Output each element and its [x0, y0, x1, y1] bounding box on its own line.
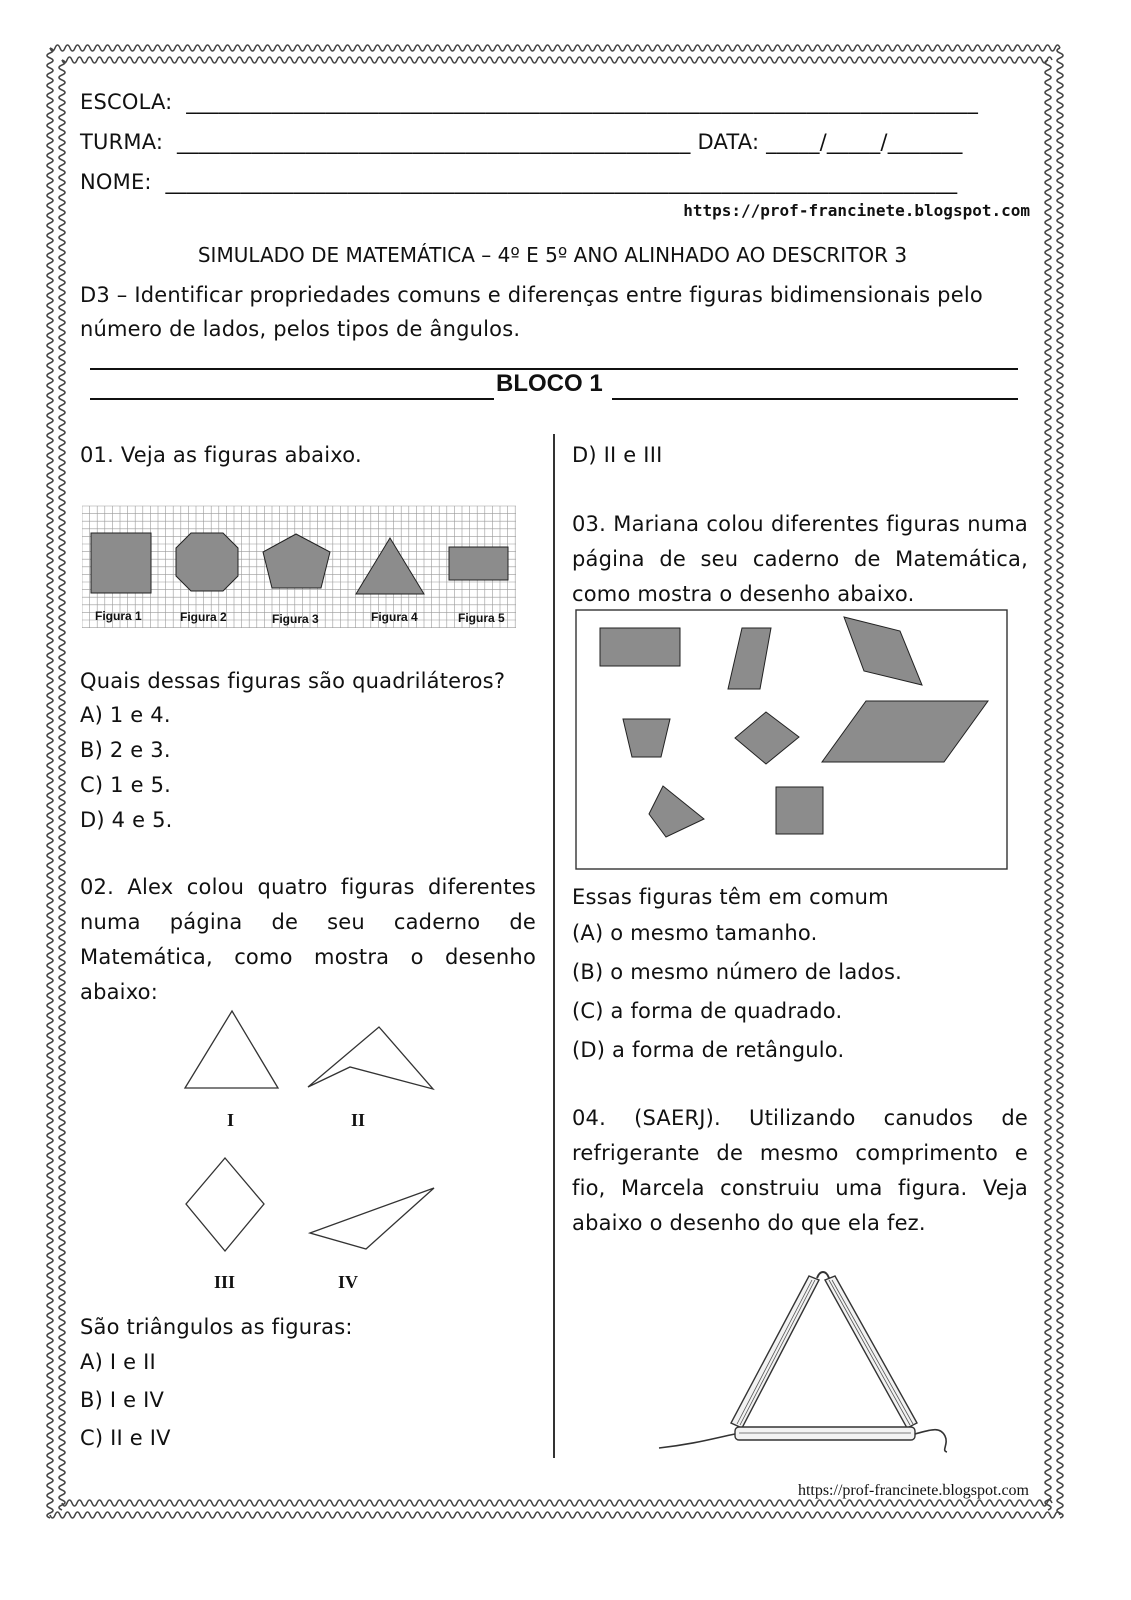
- q1-option-a[interactable]: A) 1 e 4.: [80, 703, 171, 727]
- school-blank-line: __________________________________________________________________________: [179, 90, 979, 114]
- block-label: BLOCO 1: [496, 370, 603, 397]
- figure-label-2: Figura 2: [180, 610, 227, 624]
- q1-option-d[interactable]: D) 4 e 5.: [80, 808, 173, 832]
- figure-5-rectangle: [449, 547, 508, 580]
- q2-option-a[interactable]: A) I e II: [80, 1350, 156, 1374]
- border-scallop: [62, 1500, 1052, 1506]
- figure-label-ii: II: [351, 1110, 366, 1130]
- border-scallop: [1045, 60, 1051, 1510]
- q1-prompt: 01. Veja as figuras abaixo.: [80, 443, 362, 467]
- bloco-rule-right: [612, 398, 1018, 400]
- figure-1-square: [91, 533, 151, 593]
- q2-option-b[interactable]: B) I e IV: [80, 1388, 165, 1412]
- figure-label-1: Figura 1: [95, 609, 142, 623]
- school-label: ESCOLA:: [80, 90, 173, 114]
- column-divider: [553, 434, 555, 1458]
- q2-figures: [180, 1005, 440, 1295]
- q3-shape-trapezoid: [623, 719, 670, 757]
- straw-triangle-drawing: [655, 1268, 955, 1458]
- string-end-left: [659, 1434, 735, 1448]
- q1-grid-figures: [82, 505, 518, 629]
- class-field[interactable]: [80, 130, 963, 154]
- name-label: NOME:: [80, 170, 152, 194]
- school-field[interactable]: [80, 90, 978, 114]
- q1-question: Quais dessas figuras são quadriláteros?: [80, 669, 506, 693]
- q1-options: [80, 698, 173, 838]
- figure-label-iv: IV: [338, 1272, 359, 1292]
- q1-option-c[interactable]: C) 1 e 5.: [80, 773, 171, 797]
- class-blank-line: ________________________________________________: [170, 130, 691, 154]
- border-scallop: [59, 60, 65, 1510]
- q3-prompt: 03. Mariana colou diferentes figuras numa página de seu caderno de Matemática, como mostra o desenho abaixo.: [572, 512, 1028, 606]
- figure-label-i: I: [227, 1110, 235, 1130]
- figure-label-4: Figura 4: [371, 610, 418, 624]
- date-blank: _____/_____/_______: [766, 130, 963, 154]
- header-url[interactable]: https://prof-francinete.blogspot.com: [683, 201, 1030, 220]
- date-label: DATA:: [697, 130, 760, 154]
- footer-url[interactable]: https://prof-francinete.blogspot.com: [797, 1482, 1029, 1499]
- q3-shape-rhomboid: [844, 617, 922, 685]
- q3-shape-kite: [649, 786, 704, 837]
- q4-prompt: 04. (SAERJ). Utilizando canudos de refrigerante de mesmo comprimento e fio, Marcela construiu uma figura. Veja abaixo o desenho do que ela fez.: [572, 1106, 1028, 1235]
- q2-prompt: 02. Alex colou quatro figuras diferentes numa página de seu caderno de Matemática, como mostra o desenho abaixo:: [80, 875, 536, 1004]
- border-scallop: [1057, 48, 1063, 1518]
- figure-label-3: Figura 3: [272, 612, 319, 626]
- string-knot-top: [817, 1272, 829, 1278]
- q3-shape-parallelogram-tall: [728, 628, 771, 689]
- border-scallop: [62, 57, 1052, 63]
- figure-ii-concave: [308, 1027, 433, 1089]
- figure-2-octagon: [176, 533, 238, 591]
- q3-shape-parallelogram-wide: [822, 701, 988, 762]
- class-label: TURMA:: [80, 130, 164, 154]
- q3-option-c[interactable]: (C) a forma de quadrado.: [572, 999, 843, 1023]
- q3-figures-box: [575, 609, 1009, 871]
- name-field[interactable]: [80, 170, 957, 194]
- straw-right: [825, 1276, 917, 1428]
- q3-shape-square: [776, 787, 823, 834]
- q3-option-b[interactable]: (B) o mesmo número de lados.: [572, 960, 903, 984]
- bloco-rule-left: [90, 398, 494, 400]
- figure-3-pentagon: [263, 534, 330, 588]
- figure-iv-triangle: [310, 1188, 434, 1249]
- q2-option-d[interactable]: D) II e III: [572, 443, 663, 467]
- q3-question: Essas figuras têm em comum: [572, 885, 889, 909]
- page-title: SIMULADO DE MATEMÁTICA – 4º E 5º ANO ALINHADO AO DESCRITOR 3: [197, 243, 908, 267]
- figure-iii-rhombus: [186, 1158, 264, 1251]
- name-blank-line: __________________________________________________________________________: [158, 170, 958, 194]
- q3-option-d[interactable]: (D) a forma de retângulo.: [572, 1038, 845, 1062]
- q3-options: [572, 914, 902, 1070]
- border-scallop: [50, 1512, 1060, 1518]
- q3-option-a[interactable]: (A) o mesmo tamanho.: [572, 921, 818, 945]
- figure-4-triangle: [356, 538, 424, 594]
- figure-label-5: Figura 5: [458, 611, 505, 625]
- descriptor-text: D3 – Identificar propriedades comuns e diferenças entre figuras bidimensionais pelo número de lados, pelos tipos de ângulos.: [80, 283, 983, 341]
- q1-option-b[interactable]: B) 2 e 3.: [80, 738, 171, 762]
- figure-i-triangle: [185, 1011, 278, 1088]
- q3-shape-rhombus: [735, 712, 799, 764]
- q2-question: São triângulos as figuras:: [80, 1315, 353, 1339]
- q2-options: [80, 1343, 171, 1457]
- border-scallop: [50, 45, 1060, 51]
- straw-left: [731, 1276, 819, 1428]
- border-scallop: [47, 48, 53, 1518]
- q2-option-c[interactable]: C) II e IV: [80, 1426, 171, 1450]
- q3-shape-rectangle: [600, 628, 680, 666]
- string-end-right: [915, 1430, 947, 1452]
- straw-bottom: [735, 1427, 915, 1440]
- figure-label-iii: III: [214, 1272, 236, 1292]
